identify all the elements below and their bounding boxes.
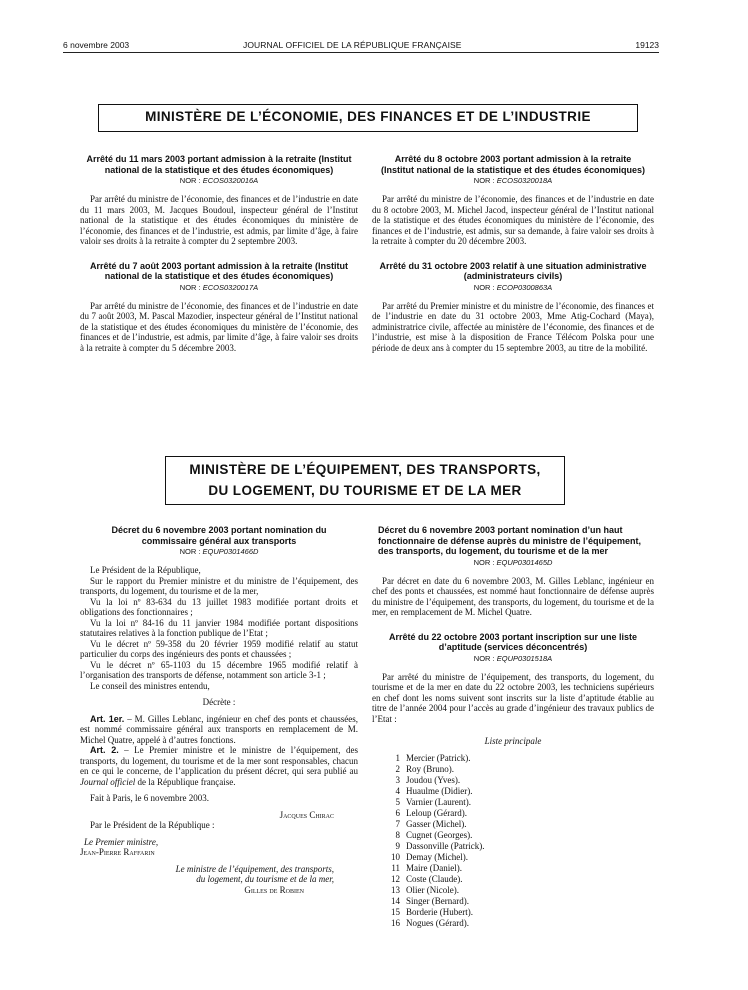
premier-ministre-title: Le Premier ministre, bbox=[84, 836, 159, 847]
fait-a-paris: Fait à Paris, le 6 novembre 2003. bbox=[90, 793, 209, 803]
list-item-name: Olier (Nicole). bbox=[406, 884, 459, 895]
nor-reference: NOR : ECOS0320017A bbox=[179, 282, 259, 292]
list-item bbox=[372, 830, 654, 841]
nor-reference: NOR : EQUP0301518A bbox=[473, 653, 553, 663]
list-item-name: Huaulme (Didier). bbox=[406, 785, 473, 796]
decrete-label: Décrète : bbox=[202, 697, 236, 707]
list-item-name: Singer (Bernard). bbox=[406, 895, 469, 906]
column-right-top bbox=[372, 154, 654, 353]
section-title: Arrêté du 8 octobre 2003 portant admission à la retraite (Institut national de la statistique et des études économiques) bbox=[380, 154, 646, 175]
list-item-number: 5 bbox=[395, 796, 400, 807]
section-body: Par arrêté du ministre de l’économie, des finances et de l’industrie en date du 8 octobre 2003, M. Michel Jacod, inspecteur général de l’Institut national de la statistique et des études économiques du ministère de l’économie, des finances et de l’industrie, est admis, sur sa demande, à faire valoir ses droits à la retraite à compter du 20 décembre 2003. bbox=[372, 194, 654, 246]
header-journal: JOURNAL OFFICIEL DE LA RÉPUBLIQUE FRANÇAISE bbox=[243, 40, 462, 50]
paragraph: Vu la loi nº 83-634 du 13 juillet 1983 modifiée portant droits et obligations des fonctionnaires ; bbox=[80, 596, 358, 617]
section-title: Arrêté du 11 mars 2003 portant admission à la retraite (Institut national de la statistique et des études économiques) bbox=[86, 154, 352, 175]
list-item bbox=[372, 874, 654, 885]
list-item bbox=[372, 885, 654, 896]
paragraph: Vu le décret nº 65-1103 du 15 décembre 1965 modifié relatif à l’organisation des transports de défense, notamment son article 3-1 ; bbox=[80, 659, 358, 680]
list-item-name: Coste (Claude). bbox=[406, 873, 463, 884]
paragraph: Vu le décret nº 59-358 du 20 février 1959 modifié relatif au statut particulier du corps des ingénieurs des ponts et chaussées ; bbox=[80, 638, 358, 659]
list-item bbox=[372, 918, 654, 929]
list-item bbox=[372, 852, 654, 863]
ministry-equipement-box bbox=[165, 456, 565, 505]
section-body: Par arrêté du ministre de l’équipement, des transports, du logement, du tourisme et de la mer en date du 22 octobre 2003, les techniciens supérieurs en chef dont les noms suivent sont inscrits sur la liste d’aptitude établie au titre de l’année 2004 pour l’accès au grade d’ingénieur des travaux publics de l’Etat : bbox=[372, 671, 654, 724]
list-item-name: Gasser (Michel). bbox=[406, 818, 467, 829]
nor-reference: NOR : ECOS0320016A bbox=[179, 176, 259, 185]
list-item-number: 16 bbox=[391, 917, 400, 928]
ministre-title: Le ministre de l’équipement, des transports, bbox=[175, 863, 334, 874]
paragraph: Vu la loi nº 84-16 du 11 janvier 1984 modifiée portant dispositions statutaires relatives à la fonction publique de l’Etat ; bbox=[80, 617, 358, 638]
header-page-number: 19123 bbox=[635, 40, 659, 50]
nor-reference: NOR : EQUP0301465D bbox=[473, 557, 553, 567]
nor-reference: NOR : ECOS0320018A bbox=[473, 176, 553, 185]
section-body: Par décret en date du 6 novembre 2003, M. Gilles Leblanc, ingénieur en chef des ponts et chaussées, est nommé haut fonctionnaire de défense auprès du ministre de l’équipement, des transports, du logement, du tourisme et de la mer, en remplacement de M. Michel Quatre. bbox=[372, 575, 654, 617]
list-item-name: Varnier (Laurent). bbox=[406, 796, 471, 807]
list-item bbox=[372, 753, 654, 764]
list-item-number: 12 bbox=[391, 873, 400, 884]
section-title: Décret du 6 novembre 2003 portant nomination d’un haut fonctionnaire de défense auprès du ministre de l’équipement, des transports, du logement, du tourisme et de la mer bbox=[378, 525, 642, 556]
list-item-name: Roy (Bruno). bbox=[406, 763, 454, 774]
header-date: 6 novembre 2003 bbox=[63, 40, 130, 50]
list-item-number: 3 bbox=[395, 774, 400, 785]
par-president: Par le Président de la République : bbox=[90, 820, 215, 830]
ministry-line: DU LOGEMENT, DU TOURISME ET DE LA MER bbox=[208, 483, 522, 498]
paragraph: Le conseil des ministres entendu, bbox=[90, 680, 210, 691]
list-item-name: Nogues (Gérard). bbox=[406, 917, 469, 928]
list-item-number: 10 bbox=[391, 851, 400, 862]
list-item-number: 4 bbox=[395, 785, 400, 796]
nor-reference: NOR : ECOP0300863A bbox=[473, 282, 553, 292]
list-item bbox=[372, 907, 654, 918]
list-item-name: Dassonville (Patrick). bbox=[406, 840, 485, 851]
paragraph: Le Président de la République, bbox=[90, 565, 201, 575]
list-item bbox=[372, 764, 654, 775]
list-item bbox=[372, 797, 654, 808]
list-item bbox=[372, 896, 654, 907]
list-item-name: Mercier (Patrick). bbox=[406, 752, 471, 763]
list-item bbox=[372, 775, 654, 786]
list-item-number: 2 bbox=[395, 763, 400, 774]
section-body: Par arrêté du Premier ministre et du ministre de l’économie, des finances et de l’industrie en date du 31 octobre 2003, Mme Atig-Cochard (Maya), administratrice civile, affectée au ministère de l’économie, des finances et de l’industrie, est mise à la disposition de France Télécom Polska pour une période de deux ans à compter du 15 septembre 2003, au titre de la mobilité. bbox=[372, 300, 654, 353]
list-item bbox=[372, 819, 654, 830]
column-right-bottom bbox=[372, 525, 654, 929]
list-item-name: Cugnet (Georges). bbox=[406, 829, 473, 840]
list-item bbox=[372, 841, 654, 852]
section-title: Arrêté du 31 octobre 2003 relatif à une situation administrative (administrateurs civils) bbox=[379, 260, 647, 281]
column-left-bottom bbox=[80, 525, 358, 895]
paragraph: Sur le rapport du Premier ministre et du ministre de l’équipement, des transports, du logement, du tourisme et de la mer, bbox=[80, 575, 358, 596]
header-rule bbox=[63, 52, 659, 53]
list-item-name: Maire (Daniel). bbox=[406, 862, 462, 873]
list-item-number: 13 bbox=[391, 884, 400, 895]
list-item bbox=[372, 808, 654, 819]
article-1: Art. 1er. – M. Gilles Leblanc, ingénieur en chef des ponts et chaussées, est nommé commissaire général aux transports en remplacement de M. Michel Quatre, appelé à d’autres fonctions. bbox=[80, 713, 358, 745]
ministry-line: MINISTÈRE DE L’ÉQUIPEMENT, DES TRANSPORTS, bbox=[189, 462, 541, 477]
list-item-number: 6 bbox=[395, 807, 400, 818]
list-item-number: 15 bbox=[391, 906, 400, 917]
list-item-number: 9 bbox=[395, 840, 400, 851]
list-item bbox=[372, 786, 654, 797]
article-2: Art. 2. – Le Premier ministre et le ministre de l’équipement, des transports, du logement, du tourisme et de la mer sont responsables, chacun en ce qui le concerne, de l’application du présent décret, qui sera publié au Journal officiel de la République française. bbox=[80, 745, 358, 787]
list-item-number: 7 bbox=[395, 818, 400, 829]
list-item-name: Joudou (Yves). bbox=[406, 774, 461, 785]
ministre-name: Gilles de Robien bbox=[244, 884, 304, 895]
ministre-title: du logement, du tourisme et de la mer, bbox=[196, 874, 334, 884]
section-body: Par arrêté du ministre de l’économie, des finances et de l’industrie en date du 7 août 2003, M. Pascal Mazodier, inspecteur général de l’Institut national de la statistique et des études économiques du ministère de l’économie, des finances et de l’industrie, est admis, par limite d’âge, à faire valoir ses droits à la retraite à compter du 5 décembre 2003. bbox=[80, 300, 358, 353]
list-item-name: Leloup (Gérard). bbox=[406, 807, 467, 818]
list-item-number: 8 bbox=[395, 829, 400, 840]
list-item-number: 14 bbox=[391, 895, 400, 906]
section-title: Décret du 6 novembre 2003 portant nomination du commissaire général aux transports bbox=[111, 525, 327, 546]
section-title: Arrêté du 7 août 2003 portant admission à la retraite (Institut national de la statistique et des études économiques) bbox=[89, 260, 349, 281]
aptitude-list bbox=[372, 753, 654, 929]
nor-reference: NOR : EQUP0301466D bbox=[179, 547, 259, 556]
premier-ministre-name: Jean-Pierre Raffarin bbox=[80, 847, 155, 857]
list-item-name: Borderie (Hubert). bbox=[406, 906, 473, 917]
list-item bbox=[372, 863, 654, 874]
list-item-number: 1 bbox=[395, 752, 400, 763]
section-body: Par arrêté du ministre de l’économie, des finances et de l’industrie en date du 11 mars 2003, M. Jacques Boudoul, inspecteur général de l’Institut national de la statistique et des études économiques du ministère de l’économie, des finances et de l’industrie, est admis, par limite d’âge, à faire valoir ses droits à la retraite à compter du 2 septembre 2003. bbox=[80, 194, 358, 246]
list-item-number: 11 bbox=[391, 862, 400, 873]
ministry-economie-box: MINISTÈRE DE L’ÉCONOMIE, DES FINANCES ET DE L’INDUSTRIE bbox=[98, 104, 638, 132]
section-title: Arrêté du 22 octobre 2003 portant inscription sur une liste d’aptitude (services déconcentrés) bbox=[388, 631, 638, 652]
list-title: Liste principale bbox=[484, 736, 542, 746]
list-item-name: Demay (Michel). bbox=[406, 851, 468, 862]
column-left-top bbox=[80, 154, 358, 353]
signature-president: Jacques Chirac bbox=[279, 809, 334, 820]
